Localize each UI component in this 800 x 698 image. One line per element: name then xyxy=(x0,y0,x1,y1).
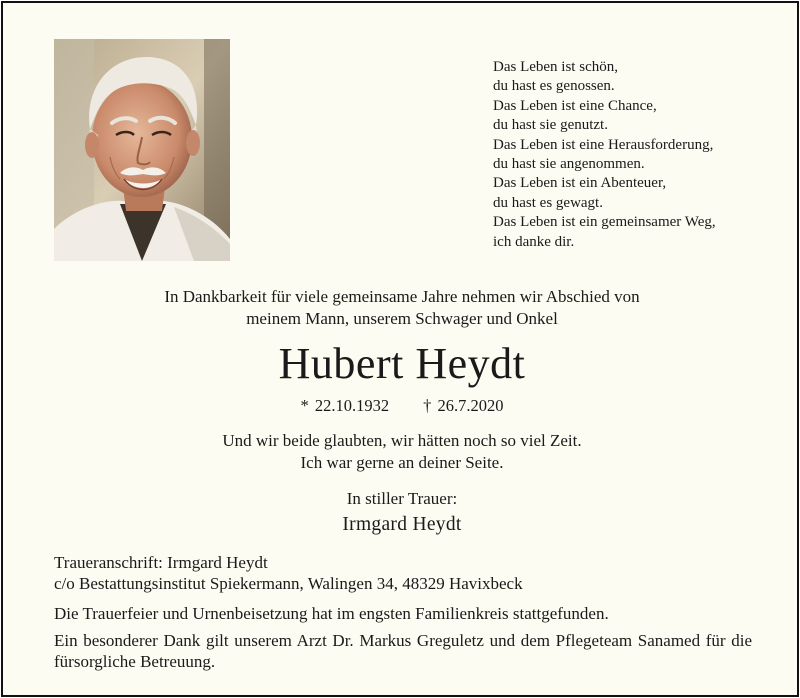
poem-line: Das Leben ist ein Abenteuer, xyxy=(493,175,667,192)
poem-line: du hast es gewagt. xyxy=(493,194,603,211)
quote xyxy=(3,430,800,474)
poem-line: ich danke dir. xyxy=(493,233,575,250)
mourning-address xyxy=(54,552,752,594)
ceremony-note: Die Trauerfeier und Urnenbeisetzung hat im engsten Familienkreis stattgefunden. xyxy=(54,604,609,623)
poem-line: Das Leben ist eine Chance, xyxy=(493,97,657,114)
obituary-card xyxy=(1,1,799,697)
life-dates xyxy=(3,395,800,417)
poem-line: Das Leben ist schön, xyxy=(493,59,618,75)
portrait-photo-icon xyxy=(54,39,230,261)
poem xyxy=(493,58,793,252)
poem-line: du hast es genossen. xyxy=(493,78,615,95)
death-date: † 26.7.2020 xyxy=(423,396,504,415)
address-line-1: Traueranschrift: Irmgard Heydt xyxy=(54,553,268,572)
quote-line-2: Ich war gerne an deiner Seite. xyxy=(300,453,504,472)
quote-line-1: Und wir beide glaubten, wir hätten noch so viel Zeit. xyxy=(222,431,582,450)
intro-line-1: In Dankbarkeit für viele gemeinsame Jahre nehmen wir Abschied von xyxy=(164,287,640,306)
intro-line-2: meinem Mann, unserem Schwager und Onkel xyxy=(246,309,558,328)
birth-date: * 22.10.1932 xyxy=(300,396,390,415)
poem-line: du hast sie angenommen. xyxy=(493,156,645,173)
poem-line: Das Leben ist ein gemeinsamer Weg, xyxy=(493,214,716,231)
mourner-name: Irmgard Heydt xyxy=(342,514,462,535)
thanks-note: Ein besonderer Dank gilt unserem Arzt Dr. Markus Greguletz und dem Pflegeteam Sanamed für die fürsorgliche Betreuung. xyxy=(54,631,752,671)
mourning-heading: In stiller Trauer: xyxy=(346,489,458,508)
poem-line: du hast sie genutzt. xyxy=(493,117,608,134)
deceased-name: Hubert Heydt xyxy=(278,339,526,388)
poem-line: Das Leben ist eine Herausforderung, xyxy=(493,136,714,153)
intro-text xyxy=(3,286,800,330)
portrait-photo xyxy=(54,39,230,261)
address-line-2: c/o Bestattungsinstitut Spiekermann, Walingen 34, 48329 Havixbeck xyxy=(54,574,523,593)
